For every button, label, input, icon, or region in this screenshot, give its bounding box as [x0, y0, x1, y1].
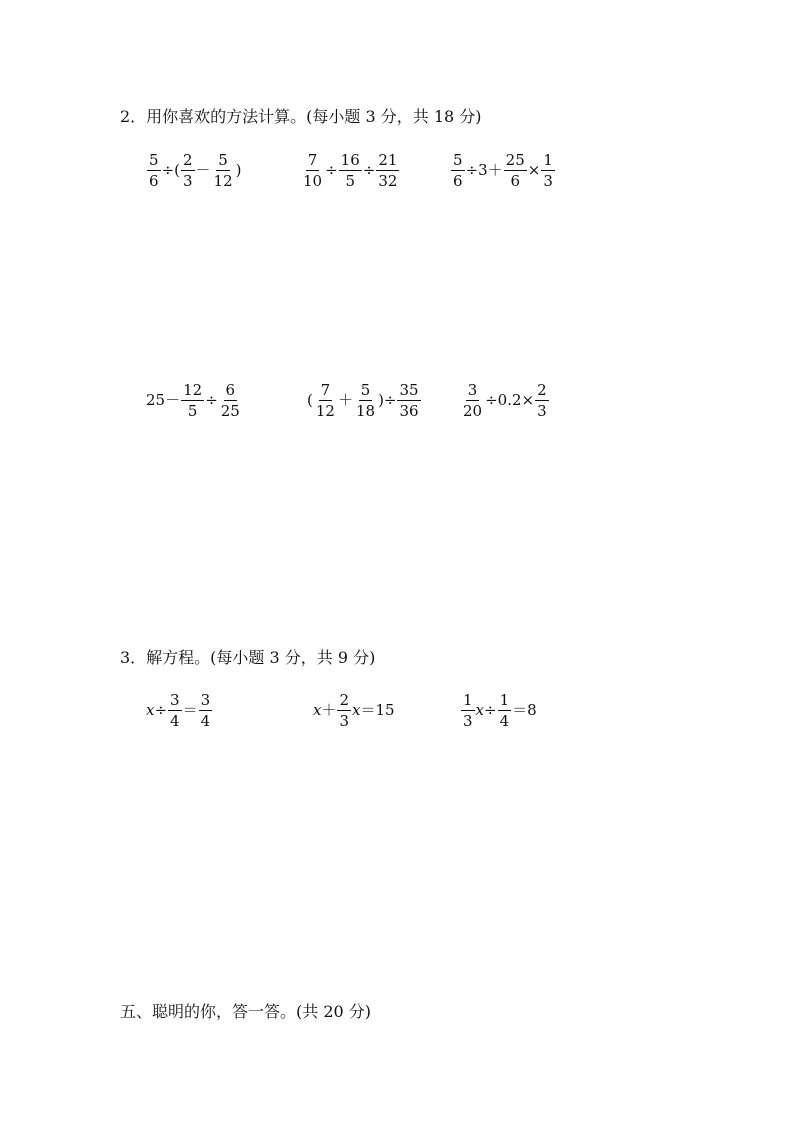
- denominator: 12: [213, 171, 233, 190]
- section-2-heading: 2．用你喜欢的方法计算。(每小题 3 分，共 18 分): [120, 107, 482, 126]
- denominator: 6: [149, 171, 159, 190]
- operator-text: ÷: [205, 391, 218, 409]
- numerator: 21: [378, 150, 398, 169]
- numerator: 1: [463, 690, 473, 709]
- denominator: 5: [345, 171, 355, 190]
- denominator: 6: [510, 171, 520, 190]
- numerator: 3: [200, 690, 211, 709]
- calc-problem-5: [307, 370, 422, 430]
- fraction: [354, 382, 377, 419]
- denominator: 25: [220, 401, 240, 420]
- fraction: [397, 382, 420, 419]
- denominator: 20: [463, 401, 483, 420]
- fraction: [219, 382, 242, 419]
- numerator: 7: [307, 150, 318, 169]
- calc-problem-6: [460, 370, 550, 430]
- operator-text: ÷0.2×: [485, 391, 535, 409]
- fraction: [498, 692, 512, 729]
- fraction: [301, 152, 324, 189]
- operator-text: －: [195, 161, 211, 179]
- numerator: 3: [170, 690, 180, 709]
- numerator: 3: [467, 380, 478, 399]
- denominator: 36: [399, 401, 419, 420]
- equation-row: [0, 680, 794, 740]
- operator-text: ÷: [154, 701, 168, 719]
- operator-text: ÷: [362, 161, 376, 179]
- operator-text: ÷3＋: [465, 161, 503, 179]
- operator-text: )÷: [378, 391, 397, 409]
- operator-text: ): [235, 161, 242, 179]
- fraction: [461, 692, 475, 729]
- fraction: [314, 382, 337, 419]
- fraction: [181, 382, 204, 419]
- denominator: 3: [182, 171, 193, 190]
- section-5-heading: 五、聪明的你，答一答。(共 20 分): [120, 1002, 372, 1021]
- fraction: [541, 152, 555, 189]
- denominator: 6: [453, 171, 463, 190]
- operator-text: ＋: [337, 391, 353, 409]
- calc-row-1: [0, 140, 794, 200]
- fraction: [451, 152, 465, 189]
- calc-row-2: [0, 370, 794, 430]
- numerator: 6: [225, 380, 236, 399]
- fraction: [504, 152, 527, 189]
- variable: x: [146, 701, 155, 719]
- variable: x: [352, 701, 361, 719]
- fraction: [181, 152, 195, 189]
- operator-text: ＝15: [360, 701, 395, 719]
- variable: x: [313, 701, 322, 719]
- denominator: 12: [315, 401, 335, 420]
- numerator: 5: [149, 150, 159, 169]
- denominator: 18: [355, 401, 376, 420]
- numerator: 2: [182, 150, 193, 169]
- operator-text: (: [307, 391, 313, 409]
- denominator: 4: [170, 711, 180, 730]
- operator-text: ÷(: [161, 161, 180, 179]
- equation-1: [146, 680, 213, 740]
- operator-text: ×: [527, 161, 541, 179]
- calc-problem-1: [146, 140, 241, 200]
- equation-3: [460, 680, 537, 740]
- denominator: 32: [378, 171, 398, 190]
- denominator: 3: [537, 401, 547, 420]
- denominator: 4: [499, 711, 510, 730]
- numerator: 5: [218, 150, 228, 169]
- numerator: 2: [537, 380, 547, 399]
- calc-problem-4: [146, 370, 243, 430]
- calc-problem-2: [300, 140, 400, 200]
- numerator: 1: [499, 690, 510, 709]
- equation-2: [313, 680, 395, 740]
- numerator: 1: [543, 150, 553, 169]
- denominator: 4: [200, 711, 211, 730]
- fraction: [168, 692, 182, 729]
- numerator: 7: [320, 380, 331, 399]
- operator-text: ÷: [325, 161, 338, 179]
- fraction: [147, 152, 161, 189]
- operator-text: ＋: [321, 701, 337, 719]
- denominator: 10: [303, 171, 323, 190]
- operator-text: 25－: [146, 391, 181, 409]
- numerator: 12: [183, 380, 203, 399]
- denominator: 3: [339, 711, 350, 730]
- calc-problem-3: [450, 140, 556, 200]
- fraction: [535, 382, 549, 419]
- operator-text: ÷: [484, 701, 497, 719]
- numerator: 25: [505, 150, 525, 169]
- operator-text: ＝8: [512, 701, 537, 719]
- section-3-heading: 3．解方程。(每小题 3 分，共 9 分): [120, 648, 376, 667]
- numerator: 35: [399, 380, 419, 399]
- fraction: [461, 382, 484, 419]
- fraction: [212, 152, 235, 189]
- numerator: 5: [360, 380, 371, 399]
- denominator: 3: [543, 171, 553, 190]
- numerator: 5: [453, 150, 463, 169]
- denominator: 3: [463, 711, 473, 730]
- fraction: [339, 152, 362, 189]
- numerator: 16: [340, 150, 360, 169]
- numerator: 2: [339, 690, 350, 709]
- denominator: 5: [187, 401, 198, 420]
- variable: x: [475, 701, 485, 719]
- fraction: [376, 152, 399, 189]
- fraction: [199, 692, 213, 729]
- fraction: [337, 692, 351, 729]
- operator-text: ＝: [182, 701, 198, 719]
